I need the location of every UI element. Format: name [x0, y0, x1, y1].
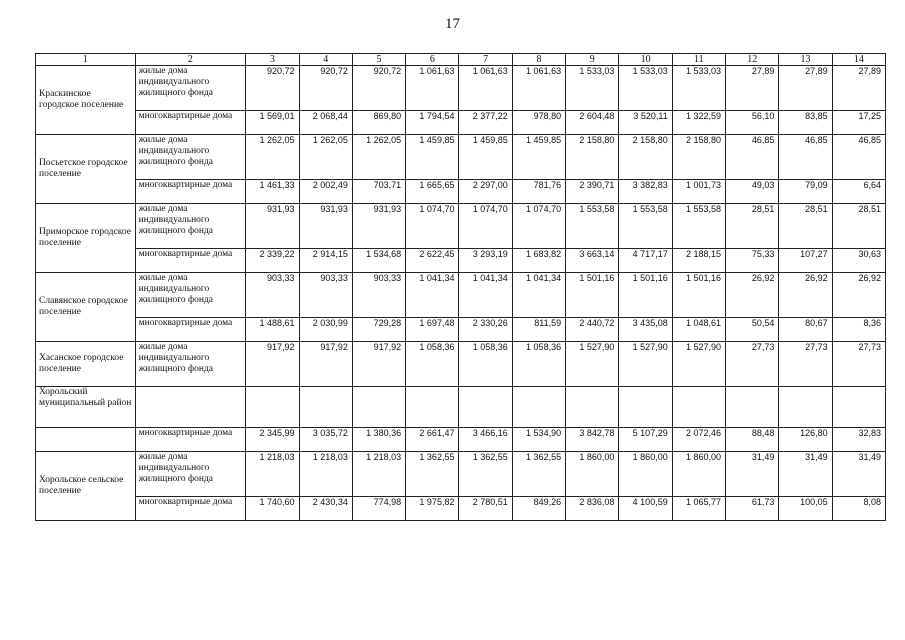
value-cell: 1 527,90: [619, 342, 672, 387]
column-header: 3: [246, 54, 299, 66]
empty-cell: [619, 387, 672, 428]
value-cell: 28,51: [726, 204, 779, 249]
value-cell: 5 107,29: [619, 428, 672, 452]
value-cell: 2 377,22: [459, 111, 512, 135]
housing-type: жилые дома индивидуального жилищного фонда: [135, 66, 246, 111]
value-cell: 4 717,17: [619, 249, 672, 273]
table-row: [36, 180, 886, 204]
value-cell: 26,92: [726, 273, 779, 318]
value-cell: 30,63: [832, 249, 885, 273]
table-row: [36, 135, 886, 180]
value-cell: 1 218,03: [352, 452, 405, 497]
value-cell: 1 058,36: [406, 342, 459, 387]
value-cell: 729,28: [352, 318, 405, 342]
value-cell: 46,85: [726, 135, 779, 180]
value-cell: 3 035,72: [299, 428, 352, 452]
value-cell: 1 041,34: [512, 273, 565, 318]
value-cell: 849,26: [512, 497, 565, 521]
value-cell: 869,80: [352, 111, 405, 135]
table-row: [36, 273, 886, 318]
value-cell: 50,54: [726, 318, 779, 342]
value-cell: 6,64: [832, 180, 885, 204]
empty-cell: [779, 387, 832, 428]
district-name: Хорольский муниципальный район: [36, 387, 136, 428]
column-header: 4: [299, 54, 352, 66]
value-cell: 2 440,72: [566, 318, 619, 342]
value-cell: 17,25: [832, 111, 885, 135]
value-cell: 8,08: [832, 497, 885, 521]
value-cell: 31,49: [832, 452, 885, 497]
value-cell: 3 382,83: [619, 180, 672, 204]
value-cell: 1 553,58: [566, 204, 619, 249]
column-header: 2: [135, 54, 246, 66]
value-cell: 2 030,99: [299, 318, 352, 342]
value-cell: 49,03: [726, 180, 779, 204]
table-row: [36, 452, 886, 497]
value-cell: 811,59: [512, 318, 565, 342]
value-cell: 1 074,70: [459, 204, 512, 249]
empty-cell: [512, 387, 565, 428]
value-cell: 2 068,44: [299, 111, 352, 135]
value-cell: 2 780,51: [459, 497, 512, 521]
value-cell: 2 002,49: [299, 180, 352, 204]
value-cell: 2 158,80: [566, 135, 619, 180]
value-cell: 2 297,00: [459, 180, 512, 204]
value-cell: 1 860,00: [566, 452, 619, 497]
value-cell: 781,76: [512, 180, 565, 204]
value-cell: 903,33: [352, 273, 405, 318]
housing-type: жилые дома индивидуального жилищного фонда: [135, 342, 246, 387]
settlement-name: Краскинское городское поселение: [36, 66, 136, 135]
settlement-name: Славянское городское поселение: [36, 273, 136, 342]
empty-cell: [459, 387, 512, 428]
value-cell: 1 362,55: [459, 452, 512, 497]
value-cell: 1 533,03: [672, 66, 725, 111]
column-header: 10: [619, 54, 672, 66]
value-cell: 27,73: [779, 342, 832, 387]
value-cell: 1 534,90: [512, 428, 565, 452]
value-cell: 1 058,36: [459, 342, 512, 387]
value-cell: 1 553,58: [672, 204, 725, 249]
value-cell: 27,73: [726, 342, 779, 387]
settlement-name: Хасанское городское поселение: [36, 342, 136, 387]
value-cell: 79,09: [779, 180, 832, 204]
value-cell: 1 041,34: [459, 273, 512, 318]
value-cell: 2 188,15: [672, 249, 725, 273]
column-header: 6: [406, 54, 459, 66]
value-cell: 75,33: [726, 249, 779, 273]
value-cell: 56,10: [726, 111, 779, 135]
tariff-table: [35, 53, 886, 521]
value-cell: 1 262,05: [299, 135, 352, 180]
value-cell: 1 553,58: [619, 204, 672, 249]
value-cell: 920,72: [299, 66, 352, 111]
value-cell: 1 534,68: [352, 249, 405, 273]
value-cell: 1 065,77: [672, 497, 725, 521]
value-cell: 920,72: [352, 66, 405, 111]
value-cell: 88,48: [726, 428, 779, 452]
value-cell: 46,85: [832, 135, 885, 180]
value-cell: 2 339,22: [246, 249, 299, 273]
value-cell: 1 665,65: [406, 180, 459, 204]
value-cell: 1 461,33: [246, 180, 299, 204]
value-cell: 703,71: [352, 180, 405, 204]
column-header: 1: [36, 54, 136, 66]
table-row: [36, 318, 886, 342]
value-cell: 903,33: [299, 273, 352, 318]
value-cell: 1 074,70: [406, 204, 459, 249]
value-cell: 61,73: [726, 497, 779, 521]
value-cell: 2 158,80: [672, 135, 725, 180]
housing-type: многоквартирные дома: [135, 111, 246, 135]
column-header: 8: [512, 54, 565, 66]
column-header: 13: [779, 54, 832, 66]
value-cell: 931,93: [299, 204, 352, 249]
value-cell: 3 663,14: [566, 249, 619, 273]
value-cell: 1 074,70: [512, 204, 565, 249]
housing-type: жилые дома индивидуального жилищного фонда: [135, 135, 246, 180]
table-row: [36, 111, 886, 135]
empty-cell: [726, 387, 779, 428]
value-cell: 2 836,08: [566, 497, 619, 521]
column-header: 7: [459, 54, 512, 66]
value-cell: 2 914,15: [299, 249, 352, 273]
table-row: [36, 428, 886, 452]
value-cell: 1 975,82: [406, 497, 459, 521]
value-cell: 1 218,03: [299, 452, 352, 497]
value-cell: 1 501,16: [619, 273, 672, 318]
value-cell: 8,36: [832, 318, 885, 342]
value-cell: 1 218,03: [246, 452, 299, 497]
value-cell: 903,33: [246, 273, 299, 318]
housing-type: жилые дома индивидуального жилищного фонда: [135, 273, 246, 318]
value-cell: 80,67: [779, 318, 832, 342]
table-row: [36, 497, 886, 521]
value-cell: 1 459,85: [459, 135, 512, 180]
value-cell: 1 322,59: [672, 111, 725, 135]
housing-type: многоквартирные дома: [135, 180, 246, 204]
value-cell: 46,85: [779, 135, 832, 180]
value-cell: 917,92: [299, 342, 352, 387]
empty-cell: [566, 387, 619, 428]
housing-type: многоквартирные дома: [135, 249, 246, 273]
column-header: 14: [832, 54, 885, 66]
value-cell: 1 061,63: [512, 66, 565, 111]
column-header: 12: [726, 54, 779, 66]
value-cell: 31,49: [779, 452, 832, 497]
value-cell: 3 842,78: [566, 428, 619, 452]
page-number: 17: [445, 16, 460, 32]
value-cell: 931,93: [352, 204, 405, 249]
value-cell: 1 860,00: [672, 452, 725, 497]
value-cell: 1 048,61: [672, 318, 725, 342]
housing-type: жилые дома индивидуального жилищного фонда: [135, 204, 246, 249]
header-row: [36, 54, 886, 66]
value-cell: 28,51: [779, 204, 832, 249]
empty-cell: [832, 387, 885, 428]
value-cell: 1 533,03: [619, 66, 672, 111]
value-cell: 1 362,55: [406, 452, 459, 497]
value-cell: 1 569,01: [246, 111, 299, 135]
table-row: [36, 66, 886, 111]
value-cell: 1 459,85: [406, 135, 459, 180]
settlement-name: Посьетское городское поселение: [36, 135, 136, 204]
value-cell: 920,72: [246, 66, 299, 111]
settlement-name: Приморское городское поселение: [36, 204, 136, 273]
value-cell: 1 061,63: [459, 66, 512, 111]
value-cell: 32,83: [832, 428, 885, 452]
value-cell: 2 622,45: [406, 249, 459, 273]
value-cell: 2 330,26: [459, 318, 512, 342]
value-cell: 2 072,46: [672, 428, 725, 452]
value-cell: 1 380,36: [352, 428, 405, 452]
value-cell: 3 435,08: [619, 318, 672, 342]
value-cell: 3 293,19: [459, 249, 512, 273]
value-cell: 31,49: [726, 452, 779, 497]
value-cell: 1 533,03: [566, 66, 619, 111]
value-cell: 100,05: [779, 497, 832, 521]
empty-cell: [406, 387, 459, 428]
value-cell: 1 527,90: [672, 342, 725, 387]
empty-cell: [299, 387, 352, 428]
value-cell: 27,89: [832, 66, 885, 111]
table-row: [36, 342, 886, 387]
empty-cell: [135, 387, 246, 428]
value-cell: 774,98: [352, 497, 405, 521]
value-cell: 2 604,48: [566, 111, 619, 135]
value-cell: 1 740,60: [246, 497, 299, 521]
value-cell: 1 527,90: [566, 342, 619, 387]
value-cell: 2 661,47: [406, 428, 459, 452]
value-cell: 1 459,85: [512, 135, 565, 180]
table-row: [36, 387, 886, 428]
table-body: [36, 54, 886, 521]
value-cell: 26,92: [832, 273, 885, 318]
value-cell: 1 683,82: [512, 249, 565, 273]
column-header: 11: [672, 54, 725, 66]
value-cell: 1 501,16: [566, 273, 619, 318]
value-cell: 1 058,36: [512, 342, 565, 387]
value-cell: 28,51: [832, 204, 885, 249]
value-cell: 1 697,48: [406, 318, 459, 342]
value-cell: 26,92: [779, 273, 832, 318]
value-cell: 2 345,99: [246, 428, 299, 452]
value-cell: 27,89: [726, 66, 779, 111]
value-cell: 1 041,34: [406, 273, 459, 318]
empty-cell: [246, 387, 299, 428]
value-cell: 4 100,59: [619, 497, 672, 521]
value-cell: 1 794,54: [406, 111, 459, 135]
value-cell: 1 001,73: [672, 180, 725, 204]
value-cell: 2 390,71: [566, 180, 619, 204]
table-row: [36, 249, 886, 273]
value-cell: 917,92: [352, 342, 405, 387]
value-cell: 1 262,05: [246, 135, 299, 180]
value-cell: 83,85: [779, 111, 832, 135]
empty-cell: [672, 387, 725, 428]
value-cell: 1 262,05: [352, 135, 405, 180]
empty-cell: [352, 387, 405, 428]
value-cell: 1 061,63: [406, 66, 459, 111]
value-cell: 27,73: [832, 342, 885, 387]
value-cell: 126,80: [779, 428, 832, 452]
value-cell: 27,89: [779, 66, 832, 111]
empty-cell: [36, 428, 136, 452]
table-row: [36, 204, 886, 249]
housing-type: многоквартирные дома: [135, 428, 246, 452]
value-cell: 931,93: [246, 204, 299, 249]
settlement-name: Хорольское сельское поселение: [36, 452, 136, 521]
value-cell: 1 501,16: [672, 273, 725, 318]
value-cell: 3 466,16: [459, 428, 512, 452]
value-cell: 107,27: [779, 249, 832, 273]
value-cell: 1 488,61: [246, 318, 299, 342]
housing-type: многоквартирные дома: [135, 497, 246, 521]
value-cell: 1 362,55: [512, 452, 565, 497]
value-cell: 2 158,80: [619, 135, 672, 180]
value-cell: 3 520,11: [619, 111, 672, 135]
value-cell: 1 860,00: [619, 452, 672, 497]
value-cell: 917,92: [246, 342, 299, 387]
value-cell: 2 430,34: [299, 497, 352, 521]
column-header: 5: [352, 54, 405, 66]
value-cell: 978,80: [512, 111, 565, 135]
column-header: 9: [566, 54, 619, 66]
housing-type: многоквартирные дома: [135, 318, 246, 342]
housing-type: жилые дома индивидуального жилищного фонда: [135, 452, 246, 497]
